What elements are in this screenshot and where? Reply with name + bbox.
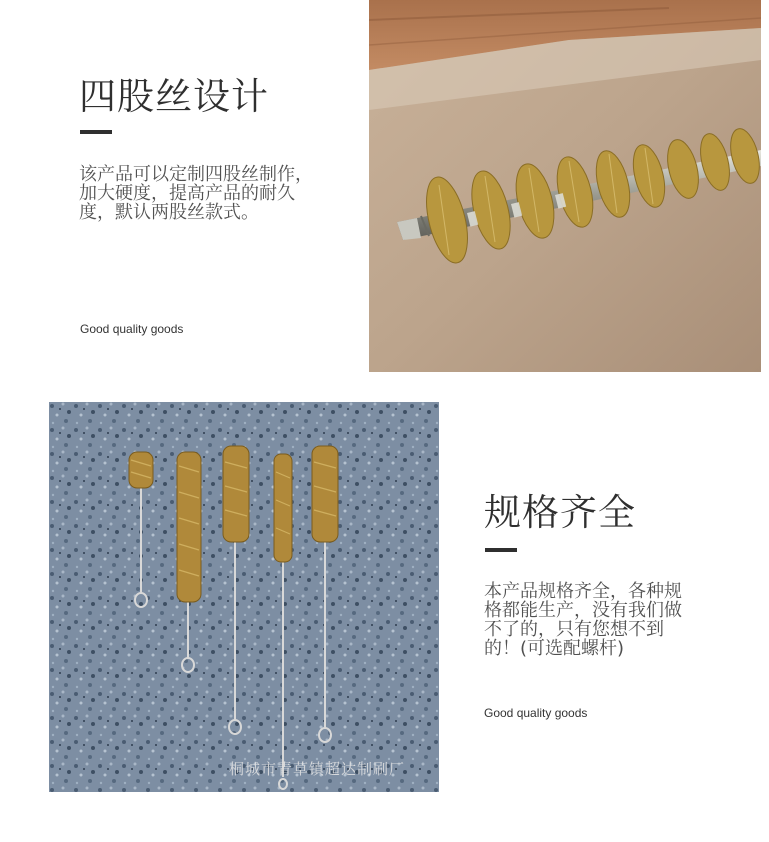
heading-underline <box>80 130 112 134</box>
section-description <box>79 165 359 222</box>
quality-tag: Good quality goods <box>80 322 184 336</box>
quality-tag: Good quality goods <box>484 706 588 720</box>
section-description <box>484 582 724 658</box>
description-line: 度，默认两股丝款式。 <box>79 202 259 223</box>
description-line: 的！(可选配螺杆) <box>484 638 625 659</box>
brush-assortment-photo <box>49 402 439 792</box>
description-line: 本产品规格齐全，各种规 <box>484 581 682 602</box>
section-heading: 规格齐全 <box>484 491 636 534</box>
heading-underline <box>485 548 517 552</box>
feature-section-full-specs <box>22 372 769 842</box>
description-line: 不了的，只有您想不到 <box>484 619 664 640</box>
brush-closeup-photo <box>369 0 761 372</box>
feature-section-four-strand <box>0 0 769 372</box>
description-line: 加大硬度，提高产品的耐久 <box>79 183 295 204</box>
description-line: 该产品可以定制四股丝制作， <box>79 164 313 185</box>
shop-watermark: 桐城市青草镇超达制刷厂 <box>229 760 406 778</box>
description-line: 格都能生产，没有我们做 <box>484 600 682 621</box>
section-heading: 四股丝设计 <box>79 75 269 118</box>
